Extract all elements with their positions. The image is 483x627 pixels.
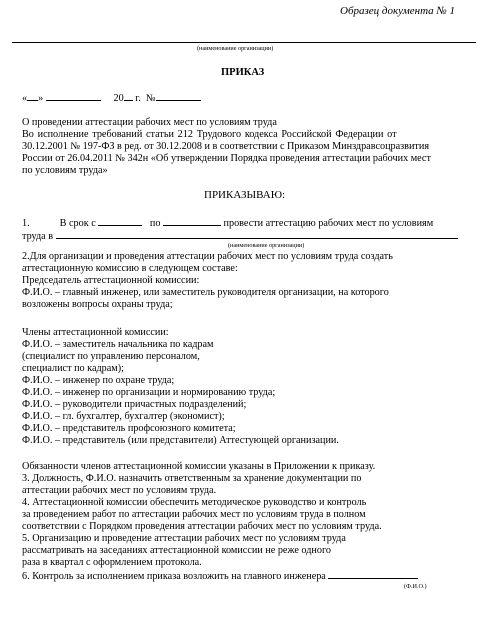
body-line: Ф.И.О. – гл. бухгалтер, бухгалтер (экономист); xyxy=(22,411,225,422)
date-number-line: « » 20 г. № xyxy=(22,91,201,105)
body-line: Ф.И.О. – инженер по организации и нормированию труда; xyxy=(22,387,276,398)
year-blank xyxy=(124,91,133,101)
preamble-line: России от 26.04.2011 № 342н «Об утверждении Порядка проведения аттестации рабочих мест xyxy=(22,153,431,164)
body-line: 4. Аттестационной комиссии обеспечить методическое руководство и контроль xyxy=(22,497,367,508)
month-blank xyxy=(46,91,101,101)
preamble-line: 30.12.2001 № 197-ФЗ в ред. от 30.12.2008 и в соответствии с Приказом Минздравсоцразвития xyxy=(22,141,430,152)
body-line: аттестационную комиссию в следующем составе: xyxy=(22,263,238,274)
body-line: Ф.И.О. – руководители причастных подразделений; xyxy=(22,399,247,410)
preamble-line: по условиям труда» xyxy=(22,165,108,176)
body-line: аттестации рабочих мест по условиям труда. xyxy=(22,485,217,496)
number-blank xyxy=(156,91,201,101)
body-line: (специалист по управлению персоналом, xyxy=(22,351,200,362)
body-line: соответствии с Порядком проведения аттестации рабочих мест по условиям труда. xyxy=(22,521,382,532)
body-line: специалист по кадрам); xyxy=(22,363,124,374)
body-line: за проведением работ по аттестации рабочих мест по условиям труда в полном xyxy=(22,509,366,520)
sample-label: Образец документа № 1 xyxy=(340,5,456,17)
org-caption: (наименование организации) xyxy=(197,45,274,52)
body-line: Ф.И.О. – главный инженер, или заместитель руководителя организации, на которого xyxy=(22,287,389,298)
order-word: ПРИКАЗЫВАЮ: xyxy=(204,189,286,201)
body-line: возложены вопросы охраны труда; xyxy=(22,299,173,310)
body-line: Члены аттестационной комиссии: xyxy=(22,327,169,338)
body-line: Председатель аттестационной комиссии: xyxy=(22,275,200,286)
body-line: рассматривать на заседаниях аттестационной комиссии не реже одного xyxy=(22,545,331,556)
org-name-line xyxy=(12,42,476,43)
body-line: Ф.И.О. – представитель (или представители) Аттестующей организации. xyxy=(22,435,339,446)
order-title: ПРИКАЗ xyxy=(221,67,265,78)
date-to-blank xyxy=(163,216,221,226)
fio-caption: (Ф.И.О.) xyxy=(404,583,427,590)
item1-line: 1. В срок с по провести аттестацию рабочих мест по условиям xyxy=(22,218,434,229)
preamble-line: Во исполнение требований статьи 212 Трудового кодекса Российской Федерации от xyxy=(22,129,397,140)
body-line: 3. Должность, Ф.И.О. назначить ответственным за хранение документации по xyxy=(22,473,362,484)
item1-org-line: труда в xyxy=(22,229,458,243)
day-blank xyxy=(27,91,38,101)
body-line: Обязанности членов аттестационной комиссии указаны в Приложении к приказу. xyxy=(22,461,376,472)
body-line: Ф.И.О. – заместитель начальника по кадрам xyxy=(22,339,214,350)
body-line: раза в квартал с оформлением протокола. xyxy=(22,557,202,568)
item6-line: 6. Контроль за исполнением приказа возложить на главного инженера xyxy=(22,569,418,583)
chief-engineer-blank xyxy=(328,569,418,579)
date-from-blank xyxy=(98,216,142,226)
body-line: 2.Для организации и проведения аттестации рабочих мест по условиям труда создать xyxy=(22,251,393,262)
body-line: Ф.И.О. – инженер по охране труда; xyxy=(22,375,175,386)
body-line: 5. Организацию и проведение аттестации рабочих мест по условиям труда xyxy=(22,533,346,544)
org-blank xyxy=(56,229,458,239)
order-subject: О проведении аттестации рабочих мест по условиям труда xyxy=(22,117,277,128)
item1-org-caption: (наименование организации) xyxy=(228,242,305,249)
body-line: Ф.И.О. – представитель профсоюзного комитета; xyxy=(22,423,236,434)
